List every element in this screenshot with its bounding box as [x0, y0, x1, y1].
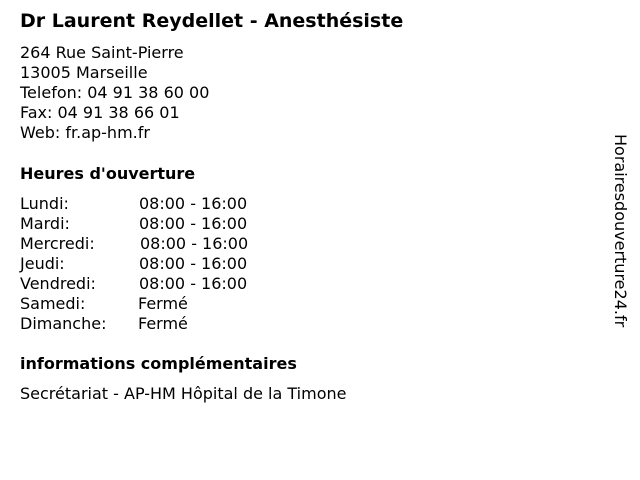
time-value: Fermé — [138, 294, 188, 313]
hours-heading: Heures d'ouverture — [20, 164, 196, 183]
contact-block — [20, 43, 209, 143]
time-value: 08:00 - 16:00 — [139, 274, 248, 293]
time-value: Fermé — [138, 314, 188, 333]
day-label: Mercredi: — [20, 234, 95, 253]
watermark — [612, 134, 632, 344]
page-title: Dr Laurent Reydellet - Anesthésiste — [20, 10, 404, 32]
day-label: Mardi: — [20, 214, 70, 233]
day-label: Jeudi: — [20, 254, 65, 273]
city-address: 13005 Marseille — [20, 63, 148, 82]
street-address: 264 Rue Saint-Pierre — [20, 43, 184, 62]
time-value: 08:00 - 16:00 — [139, 254, 248, 273]
day-label: Dimanche: — [20, 314, 107, 333]
info-heading: informations complémentaires — [20, 354, 297, 373]
website-link[interactable]: Web: fr.ap-hm.fr — [20, 123, 150, 142]
watermark-text: Horairesdouverture24.fr — [611, 134, 630, 328]
fax-number: Fax: 04 91 38 66 01 — [20, 103, 180, 122]
time-value: 08:00 - 16:00 — [140, 234, 249, 253]
time-value: 08:00 - 16:00 — [139, 214, 248, 233]
info-text: Secrétariat - AP-HM Hôpital de la Timone — [20, 384, 347, 403]
time-value: 08:00 - 16:00 — [139, 194, 248, 213]
phone-number: Telefon: 04 91 38 60 00 — [20, 83, 210, 102]
day-label: Lundi: — [20, 194, 69, 213]
day-label: Vendredi: — [20, 274, 96, 293]
day-label: Samedi: — [20, 294, 86, 313]
